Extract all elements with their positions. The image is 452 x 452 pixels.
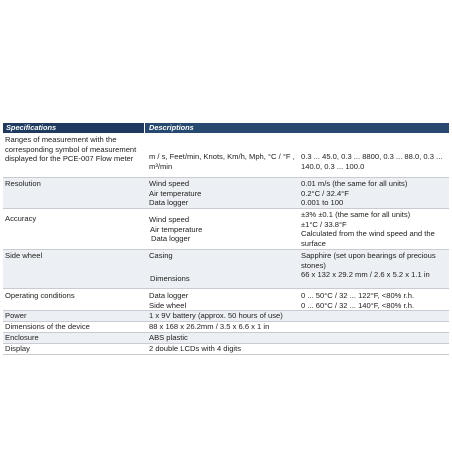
value-line: Sapphire (set upon bearings of precious stones) xyxy=(301,251,436,270)
row-description xyxy=(144,344,444,354)
row-value xyxy=(299,209,449,249)
desc-line: Side wheel xyxy=(149,300,187,310)
row-label: Ranges of measurement with the corresponding symbol of measurement displayed for the PCE-007 Flow meter xyxy=(5,135,137,163)
desc-line: Air temperature xyxy=(150,224,203,234)
desc-line: 88 x 168 x 26.2mm / 3.5 x 6.6 x 1 in xyxy=(149,322,270,331)
row-value xyxy=(299,133,449,177)
desc-line: 1 x 9V battery (approx. 50 hours of use) xyxy=(149,311,283,320)
table-row xyxy=(3,209,449,250)
row-value xyxy=(299,289,449,310)
header-specifications: Specifications xyxy=(3,123,144,133)
row-description xyxy=(144,311,444,321)
row-label: Dimensions of the device xyxy=(5,322,90,331)
table-row xyxy=(3,333,449,344)
header-descriptions: Descriptions xyxy=(144,123,449,133)
table-row xyxy=(3,344,449,355)
desc-line: Data logger xyxy=(149,198,189,207)
row-label: Power xyxy=(5,311,27,320)
value-line: Calculated from the wind speed and the surface xyxy=(301,229,435,248)
row-description xyxy=(144,250,299,288)
row-label: Side wheel xyxy=(5,251,43,260)
row-description xyxy=(144,209,299,249)
desc-line: 2 double LCDs with 4 digits xyxy=(149,344,242,353)
row-label: Enclosure xyxy=(5,333,39,342)
desc-line: Data logger xyxy=(149,291,189,300)
table-row xyxy=(3,311,449,322)
row-description xyxy=(144,322,444,332)
row-value xyxy=(299,250,449,288)
desc-line xyxy=(149,261,297,271)
desc-line: Wind speed xyxy=(149,179,190,188)
value-line: 0.3 ... 45.0, 0.3 ... 8800, 0.3 ... 88.0, 0.3 ... 140.0, 0.3 ... 100.0 xyxy=(301,152,443,171)
value-line: 0.01 m/s (the same for all units) xyxy=(301,179,408,188)
table-row xyxy=(3,289,449,311)
value-line: ±3% ±0.1 (the same for all units) xyxy=(301,210,411,219)
desc-line: Air temperature xyxy=(149,188,202,198)
row-label: Accuracy xyxy=(5,214,37,223)
value-line: 0 ... 60°C / 32 ... 140°F, <80% r.h. xyxy=(301,300,415,310)
table-header xyxy=(3,123,449,133)
specifications-table xyxy=(3,123,449,355)
row-label: Display xyxy=(5,344,30,353)
desc-line: Dimensions xyxy=(150,274,190,283)
value-line: 0 ... 50°C / 32 ... 122°F, <80% r.h. xyxy=(301,291,415,300)
value-line: 0.2°C / 32.4°F xyxy=(301,188,349,198)
desc-line: Casing xyxy=(149,251,173,260)
value-line: 66 x 132 x 29.2 mm / 2.6 x 5.2 x 1.1 in xyxy=(301,270,430,279)
row-description xyxy=(144,289,299,310)
table-row xyxy=(3,178,449,209)
value-line: 0.001 to 100 xyxy=(301,198,344,207)
table-row xyxy=(3,322,449,333)
row-value xyxy=(299,178,449,208)
row-description xyxy=(144,333,444,343)
row-label: Operating conditions xyxy=(5,291,75,300)
table-row xyxy=(3,133,449,178)
row-description xyxy=(144,133,299,177)
row-label: Resolution xyxy=(5,179,41,188)
value-line: ±1°C / 33.8°F xyxy=(301,219,347,229)
desc-line: Data logger xyxy=(151,234,191,243)
row-description xyxy=(144,178,299,208)
desc-line: m / s, Feet/min, Knots, Km/h, Mph, °C / °F , m³/min xyxy=(149,152,295,171)
table-row xyxy=(3,250,449,289)
desc-line: Wind speed xyxy=(149,215,190,224)
desc-line: ABS plastic xyxy=(149,333,188,342)
